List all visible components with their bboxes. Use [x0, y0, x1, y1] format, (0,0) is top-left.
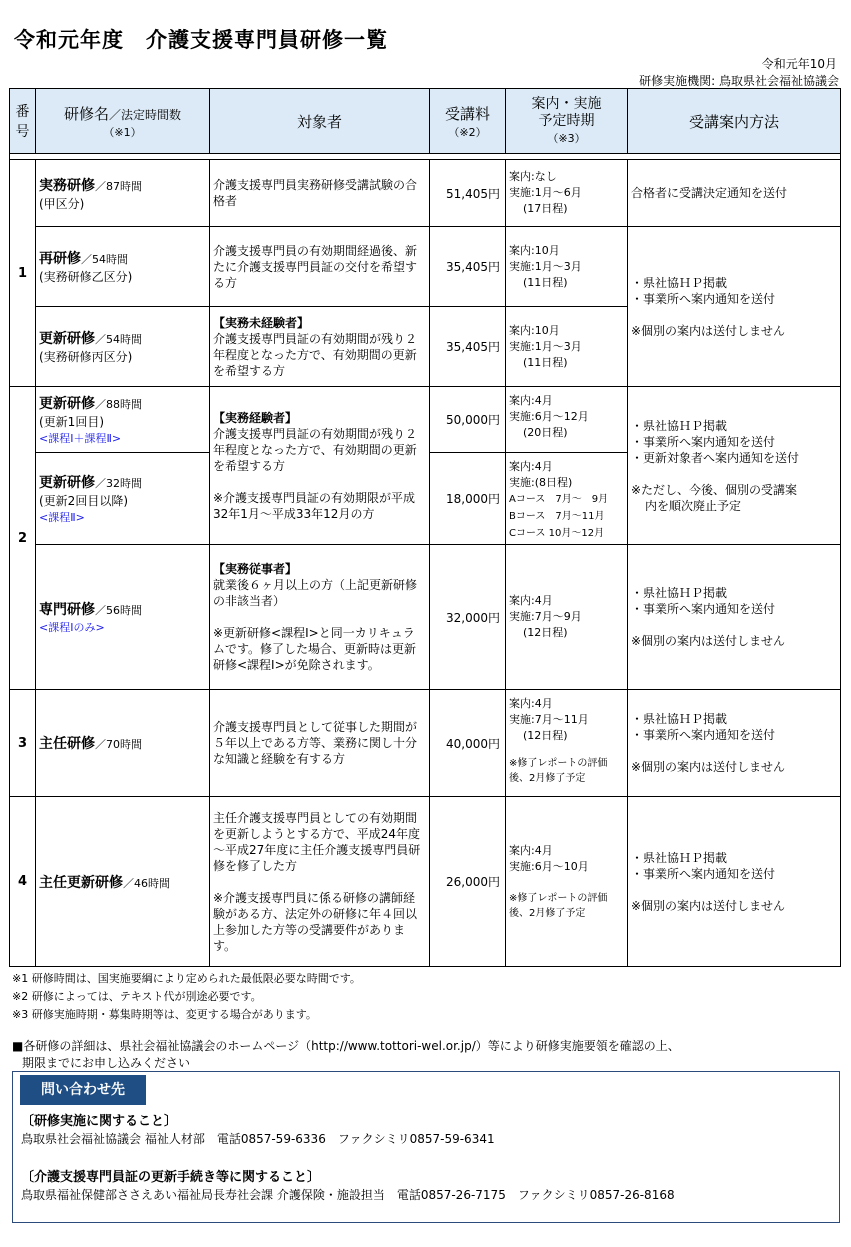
contact-text-training: 鳥取県社会福祉協議会 福祉人材部 電話0857-59-6336 ファクシミリ0857-59-6341	[21, 1132, 495, 1146]
header-course-name	[36, 89, 210, 154]
schedule-line: 案内:なし	[509, 170, 557, 183]
header-schedule-line1: 案内・実施	[531, 95, 602, 112]
schedule-line: 実施:6月～12月	[509, 410, 589, 423]
course-name: 更新研修	[39, 475, 95, 491]
schedule-line: 案内:4月	[509, 843, 553, 857]
schedule-line: 案内:4月	[509, 594, 553, 607]
header-number-line2: 号	[15, 124, 30, 140]
target-cell: 介護支援専門員実務研修受講試験の合格者	[210, 160, 430, 227]
schedule-cell	[506, 160, 628, 227]
method-line: ・県社協ＨＰ掲載	[631, 712, 728, 726]
schedule-line: 案内:4月	[509, 394, 553, 407]
group-number-2: 2	[10, 387, 36, 690]
method-cell	[628, 227, 841, 387]
target-text: 就業後６ヶ月以上の方（上記更新研修の非該当者）	[213, 578, 418, 608]
method-line: ・県社協ＨＰ掲載	[631, 586, 728, 600]
schedule-line: 実施:1月～6月	[509, 186, 582, 199]
schedule-line: Cコース 10月～12月	[509, 528, 605, 539]
issue-date: 令和元年10月	[761, 57, 837, 71]
target-note: ※介護支援専門員証の有効期限が平成32年1月～平成33年12月の方	[213, 490, 416, 521]
contact-text-renewal: 鳥取県福祉保健部ささえあい福祉局長寿社会課 介護保険・施設担当 電話0857-26-7175 ファクシミリ0857-26-8168	[21, 1188, 675, 1202]
fee-cell: 35,405円	[430, 307, 506, 387]
header-method	[628, 89, 841, 154]
schedule-line: 案内:10月	[509, 323, 560, 337]
group-number-3: 3	[10, 690, 36, 797]
schedule-cell	[506, 307, 628, 387]
contact-heading-renewal: 〔介護支援専門員証の更新手続き等に関すること〕	[21, 1170, 321, 1185]
schedule-note: ※修了レポートの評価後、2月修了予定	[509, 758, 608, 784]
schedule-line: (12日程)	[523, 729, 568, 742]
header-method-text: 受講案内方法	[688, 112, 779, 131]
method-line: ※個別の案内は送付しません	[631, 898, 786, 913]
course-name: 更新研修	[39, 396, 95, 412]
schedule-cell	[506, 690, 628, 797]
schedule-cell	[506, 227, 628, 307]
group-number-4: 4	[10, 797, 36, 967]
schedule-line: 実施:1月～3月	[509, 339, 582, 353]
footnote-3: ※3 研修実施時期・募集時期等は、変更する場合があります。	[12, 1008, 317, 1021]
target-note: ※介護支援専門員に係る研修の講師経験がある方、法定外の研修に年４回以上参加した方等の受講要件があります。	[213, 890, 418, 953]
target-heading: 【実務経験者】	[213, 410, 298, 425]
fee-cell: 51,405円	[430, 160, 506, 227]
method-cell	[628, 690, 841, 797]
group-number-1: 1	[10, 160, 36, 387]
course-sub: (実務研修乙区分)	[39, 270, 133, 284]
course-cell	[36, 160, 210, 227]
schedule-cell	[506, 387, 628, 453]
target-text: 介護支援専門員証の有効期間が残り２年程度となった方で、有効期間の更新を希望する方	[213, 426, 418, 473]
header-course-note: （※1）	[103, 125, 142, 139]
method-cell: 合格者に受講決定通知を送付	[628, 160, 841, 227]
method-line: 内を順次廃止予定	[645, 498, 742, 513]
course-sub: (更新2回目以降)	[39, 494, 128, 508]
header-schedule-note: （※3）	[547, 131, 586, 145]
method-line: ・県社協ＨＰ掲載	[631, 275, 728, 290]
notice-line-1: ■各研修の詳細は、県社会福祉協議会のホームページ（http://www.tottori-wel.or.jp/）等により研修実施要領を確認の上、	[12, 1039, 680, 1053]
course-name: 主任研修	[39, 736, 95, 752]
fee-cell: 32,000円	[430, 545, 506, 690]
target-text: 介護支援専門員証の有効期間が残り２年程度となった方で、有効期間の更新を希望する方	[213, 331, 418, 378]
table-row	[10, 227, 841, 307]
target-cell: 介護支援専門員の有効期間経過後、新たに介護支援専門員証の交付を希望する方	[210, 227, 430, 307]
schedule-line: 案内:4月	[509, 460, 553, 473]
course-sub: (実務研修丙区分)	[39, 350, 133, 364]
course-name: 主任更新研修	[39, 874, 123, 891]
fee-cell: 35,405円	[430, 227, 506, 307]
course-name: 再研修	[39, 251, 81, 267]
contact-heading-training: 〔研修実施に関すること〕	[21, 1114, 178, 1129]
method-line: ※個別の案内は送付しません	[631, 760, 786, 774]
training-table	[9, 88, 841, 967]
fee-cell: 26,000円	[430, 797, 506, 967]
schedule-line: 実施:7月～11月	[509, 713, 589, 726]
course-cell	[36, 690, 210, 797]
method-line: ※個別の案内は送付しません	[631, 634, 786, 648]
header-fee-note: （※2）	[448, 125, 487, 139]
header-course-hours: ／法定時間数	[109, 107, 182, 122]
table-row	[10, 545, 841, 690]
method-line: ・更新対象者へ案内通知を送付	[631, 450, 800, 465]
contact-box	[12, 1071, 840, 1223]
method-cell	[628, 545, 841, 690]
schedule-line: (11日程)	[523, 355, 568, 369]
course-link: <課程Ⅱ>	[39, 511, 85, 524]
course-sub: (更新1回目)	[39, 415, 104, 429]
course-link: <課程Ⅰ＋課程Ⅱ>	[39, 432, 122, 445]
table-row	[10, 387, 841, 453]
target-cell	[210, 545, 430, 690]
method-line: ・県社協ＨＰ掲載	[631, 418, 728, 433]
course-hours: ／70時間	[95, 738, 142, 751]
course-name: 実務研修	[39, 177, 95, 194]
header-course-name-text: 研修名	[63, 104, 109, 123]
course-hours: ／54時間	[81, 253, 128, 266]
page-title: 令和元年度 介護支援専門員研修一覧	[14, 28, 388, 52]
method-line: ※個別の案内は送付しません	[631, 323, 786, 338]
course-name: 更新研修	[39, 331, 95, 347]
notice-line-2: 期限までにお申し込みください	[22, 1056, 191, 1070]
table-row	[10, 160, 841, 227]
course-hours: ／87時間	[95, 179, 142, 193]
method-line: ・事業所へ案内通知を送付	[631, 602, 776, 616]
schedule-note: ※修了レポートの評価後、2月修了予定	[509, 892, 608, 919]
course-name: 専門研修	[39, 602, 95, 618]
method-line: ・事業所へ案内通知を送付	[631, 291, 776, 306]
schedule-line: Aコース 7月～ 9月	[509, 494, 609, 505]
table-row	[10, 797, 841, 967]
notice	[12, 1038, 832, 1072]
schedule-line: Bコース 7月～11月	[509, 511, 605, 522]
schedule-line: (17日程)	[523, 202, 568, 215]
target-note: ※更新研修<課程Ⅰ>と同一カリキュラムです。修了した場合、更新時は更新研修<課程Ⅰ>が免除されます。	[213, 626, 417, 672]
header-row	[10, 89, 841, 154]
method-cell	[628, 387, 841, 545]
issuer: 研修実施機関: 鳥取県社会福祉協議会	[639, 74, 839, 88]
table-row	[10, 690, 841, 797]
schedule-line: 案内:10月	[509, 243, 560, 257]
footnote-1: ※1 研修時間は、国実施要綱により定められた最低限必要な時間です。	[12, 972, 361, 985]
course-hours: ／88時間	[95, 398, 142, 411]
course-hours: ／54時間	[95, 333, 142, 346]
header-fee-text: 受講料	[444, 104, 490, 123]
course-hours: ／46時間	[123, 876, 170, 890]
course-cell	[36, 227, 210, 307]
schedule-line: 実施:(8日程)	[509, 476, 573, 489]
method-line: ※ただし、今後、個別の受講案	[631, 482, 798, 497]
fee-cell: 18,000円	[430, 453, 506, 545]
method-line: ・事業所へ案内通知を送付	[631, 434, 776, 449]
target-cell	[210, 307, 430, 387]
course-sub: (甲区分)	[39, 196, 85, 211]
header-number-line1: 番	[15, 104, 30, 120]
schedule-line: (20日程)	[523, 426, 568, 439]
header-schedule-line2: 予定時期	[538, 112, 595, 129]
fee-cell: 50,000円	[430, 387, 506, 453]
method-line: ・事業所へ案内通知を送付	[631, 728, 776, 742]
target-cell: 介護支援専門員として従事した期間が５年以上である方等、業務に関し十分な知識と経験を有する方	[210, 690, 430, 797]
target-cell	[210, 387, 430, 545]
schedule-cell	[506, 545, 628, 690]
course-cell	[36, 453, 210, 545]
schedule-cell	[506, 453, 628, 545]
fee-cell: 40,000円	[430, 690, 506, 797]
header-schedule	[506, 89, 628, 154]
target-heading: 【実務未経験者】	[213, 315, 310, 330]
header-fee	[430, 89, 506, 154]
target-text: 主任介護支援専門員としての有効期間を更新しようとする方で、平成24年度～平成27年度に主任介護支援専門員研修を修了した方	[213, 810, 421, 873]
schedule-line: (11日程)	[523, 275, 568, 289]
method-line: ・事業所へ案内通知を送付	[631, 866, 776, 881]
schedule-cell	[506, 797, 628, 967]
target-heading: 【実務従事者】	[213, 562, 298, 576]
course-cell	[36, 387, 210, 453]
schedule-line: (12日程)	[523, 626, 568, 639]
course-cell	[36, 545, 210, 690]
course-hours: ／32時間	[95, 477, 142, 490]
course-hours: ／56時間	[95, 604, 142, 617]
header-number	[10, 89, 36, 154]
header-target-text: 対象者	[296, 112, 342, 131]
contact-header: 問い合わせ先	[20, 1075, 146, 1105]
course-cell	[36, 797, 210, 967]
course-link: <課程Ⅰのみ>	[39, 621, 105, 634]
method-line: ・県社協ＨＰ掲載	[631, 850, 728, 865]
footnote-2: ※2 研修によっては、テキスト代が別途必要です。	[12, 990, 262, 1003]
method-cell	[628, 797, 841, 967]
schedule-line: 実施:1月～3月	[509, 259, 582, 273]
course-cell	[36, 307, 210, 387]
header-target	[210, 89, 430, 154]
target-cell	[210, 797, 430, 967]
schedule-line: 実施:6月～10月	[509, 859, 589, 873]
schedule-line: 実施:7月～9月	[509, 610, 582, 623]
schedule-line: 案内:4月	[509, 697, 553, 710]
